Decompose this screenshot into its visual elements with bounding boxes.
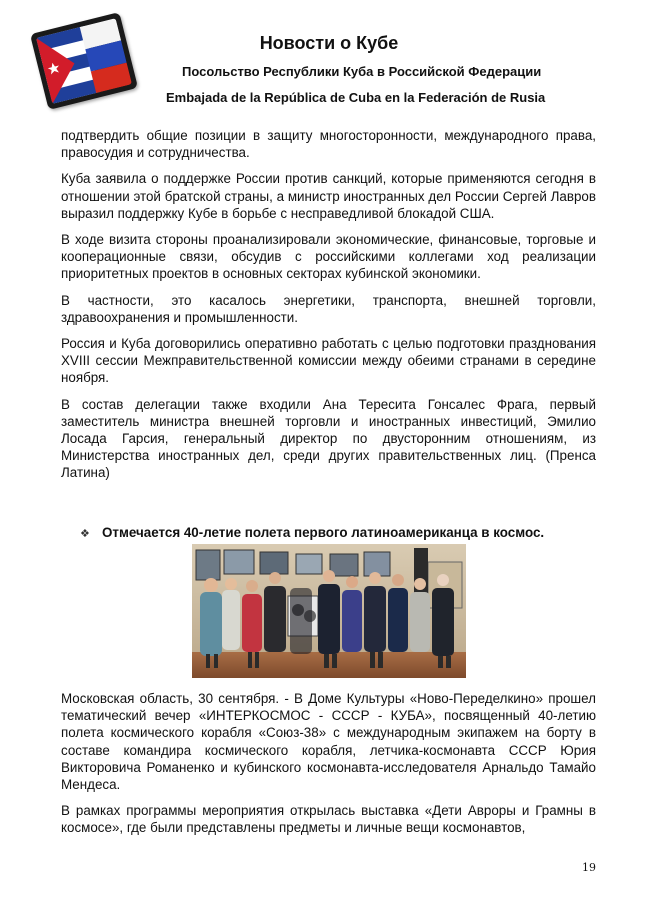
paragraph: В состав делегации также входили Ана Тереcита Гонсалес Фрага, первый заместитель министра внешней торговли и иностранных инвестиций, Эмилио Лосада Гарсия, генеральный директор по двусторонним отношениям, из Министерства иностранных дел, среди других правительственных лиц. (Пренса Латина): [61, 396, 596, 481]
embassy-name-ru: Посольство Республики Куба в Российской Федерации: [182, 64, 542, 79]
flags-logo: [30, 12, 138, 110]
page-title: Новости о Кубе: [259, 33, 399, 53]
group-photo: [192, 544, 466, 678]
paragraph: Московская область, 30 сентября. - В Доме Культуры «Ново-Переделкино» прошел тематический вечер «ИНТЕРКОСМОС - СССР - КУБА», посвященный 40-летию полета космического корабля «Союз-38» с международным экипажем на борту в составе командира космического корабля, летчика-космонавта СССР Юрия Викторовича Романенко и кубинского космонавта-исследователя Арнальдо Тамайо Мендеса.: [61, 691, 596, 793]
embassy-name-es: Embajada de la República de Cuba en la Federación de Rusia: [166, 90, 546, 105]
page-number: 19: [582, 861, 596, 874]
article-2-heading-text: Отмечается 40-летие полета первого латиноамериканца в космос.: [102, 525, 545, 540]
diamond-bullet-icon: ❖: [80, 528, 90, 540]
paragraph: В рамках программы мероприятия открылась выставка «Дети Авроры и Грамны в космосе», где были представлены предметы и личные вещи космонавтов,: [61, 803, 596, 836]
article-1-body: [61, 127, 596, 491]
paragraph: подтвердить общие позиции в защиту многосторонности, международного права, правосудия и сотрудничества.: [61, 128, 596, 161]
paragraph: В частности, это касалось энергетики, транспорта, внешней торговли, здравоохранения и промышленности.: [61, 292, 596, 325]
paragraph: В ходе визита стороны проанализировали экономические, финансовые, торговые и кооперационные связи, обсудив с российскими коллегами ход реализации приоритетных проектов в основных секторах кубинской экономики.: [61, 232, 596, 282]
paragraph: Куба заявила о поддержке России против санкций, которые применяются сегодня в отношении этой братской страны, а министр иностранных дел России Сергей Лавров выразил поддержку Кубе в борьбе с несправедливой блокадой США.: [61, 171, 596, 221]
article-2-heading: [80, 525, 544, 540]
paragraph: Россия и Куба договорились оперативно работать с целью подготовки празднования XVIII сессии Межправительственной комиссии между обеими странами в середине ноября.: [61, 336, 596, 386]
article-2-body: [61, 690, 596, 846]
